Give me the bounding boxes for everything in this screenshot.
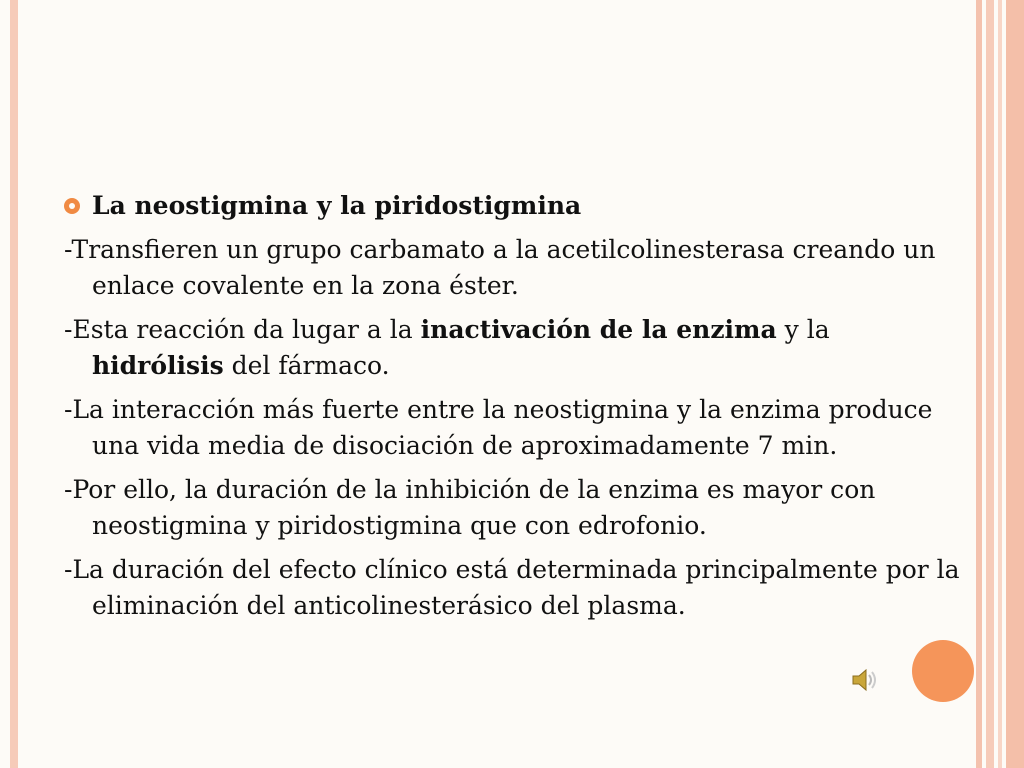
circle-bullet-icon: [64, 198, 80, 214]
paragraph-2-mid: y la: [776, 315, 830, 344]
paragraph-5: -La duración del efecto clínico está determinada principalmente por la eliminación del anticolinesterásico del plasma.: [64, 555, 960, 620]
slide-content: [64, 188, 964, 624]
bullet-heading: [64, 188, 964, 224]
left-decorative-stripe: [10, 0, 18, 768]
paragraph-3: -La interacción más fuerte entre la neostigmina y la enzima produce una vida media de disociación de aproximadamente 7 min.: [64, 395, 933, 460]
paragraph-2-after: del fármaco.: [223, 351, 390, 380]
paragraph-2-bold-hydrolysis: hidrólisis: [92, 351, 224, 380]
paragraph-2-bold-enzyme: inactivación de la enzima: [420, 315, 777, 344]
paragraph-1: -Transfieren un grupo carbamato a la acetilcolinesterasa creando un enlace covalente en la zona éster.: [64, 235, 936, 300]
paragraph-2-before: -Esta reacción da lugar a la: [64, 315, 421, 344]
right-decorative-stripes: [976, 0, 1024, 768]
decorative-orange-circle: [912, 640, 974, 702]
paragraph-4: -Por ello, la duración de la inhibición de la enzima es mayor con neostigmina y piridostigmina que con edrofonio.: [64, 475, 876, 540]
paragraph-2: [64, 312, 964, 384]
bullet-heading-text: La neostigmina y la piridostigmina: [92, 191, 582, 220]
speaker-icon[interactable]: [848, 664, 880, 696]
